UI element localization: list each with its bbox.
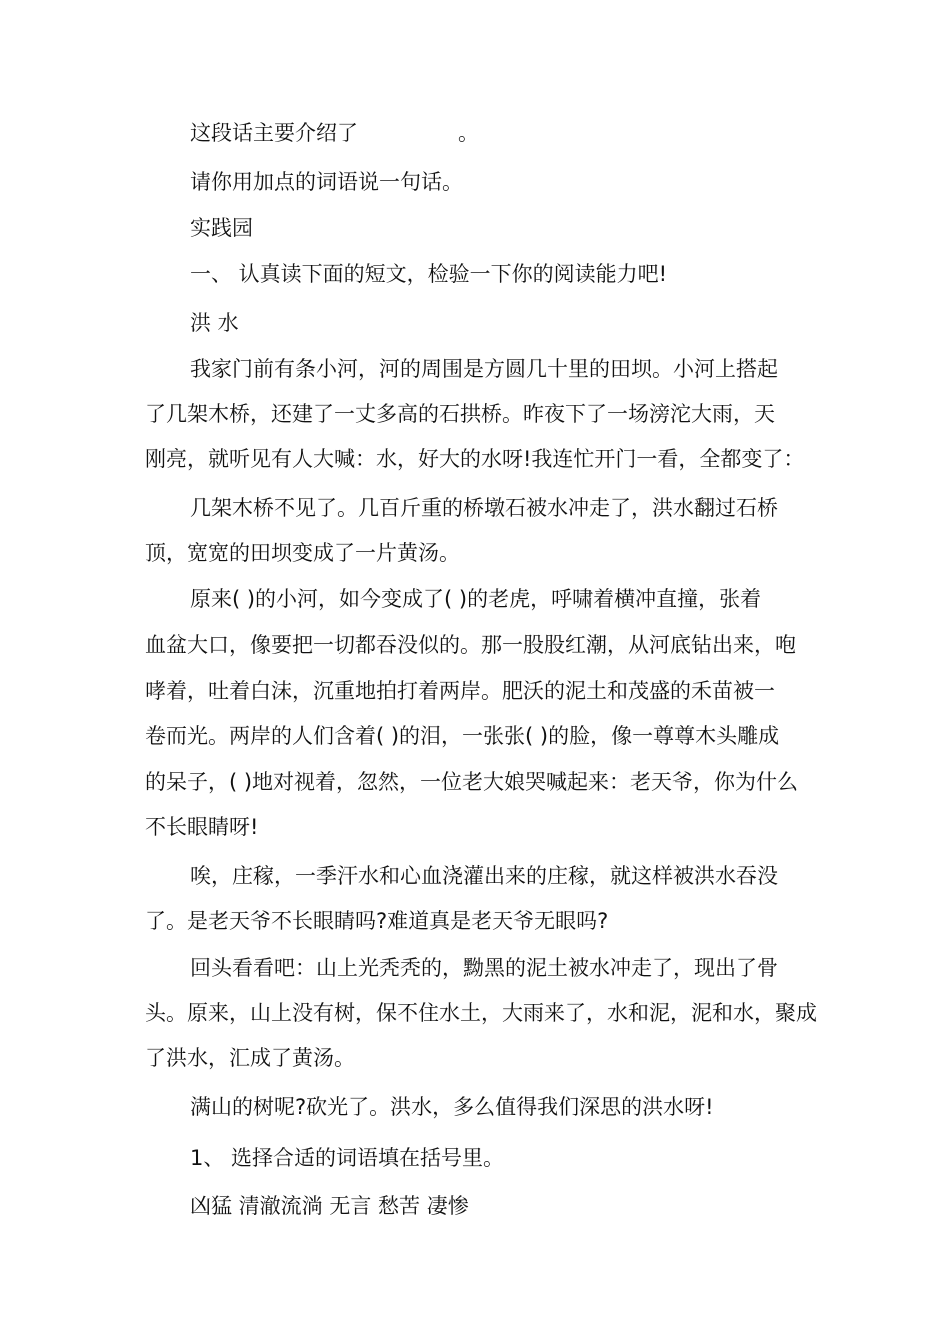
- paragraph-5-line-2: 头。原来，山上没有树，保不住水土，大雨来了，水和泥，泥和水，聚成: [145, 1001, 817, 1025]
- paragraph-3-line-4: 卷而光。两岸的人们含着( )的泪，一张张( )的脸，像一尊尊木头雕成: [145, 724, 780, 748]
- paragraph-3-line-2: 血盆大口，像要把一切都吞没似的。那一股股红潮，从河底钻出来，咆: [145, 633, 796, 657]
- paragraph-2-line-2: 顶，宽宽的田坝变成了一片黄汤。: [145, 541, 460, 565]
- paragraph-5-line-1: 回头看看吧：山上光秃秃的，黝黑的泥土被水冲走了，现出了骨: [190, 956, 778, 980]
- word-bank: 凶猛 清澈流淌 无言 愁苦 凄惨: [190, 1194, 469, 1218]
- paragraph-5-line-3: 了洪水，汇成了黄汤。: [145, 1046, 355, 1070]
- summary-prompt-end: 。: [458, 121, 479, 145]
- summary-prompt-text: 这段话主要介绍了: [190, 121, 358, 145]
- summary-prompt-line: [190, 118, 479, 148]
- paragraph-6-line-1: 满山的树呢?砍光了。洪水，多么值得我们深思的洪水呀!: [190, 1095, 714, 1119]
- paragraph-1-line-3: 刚亮，就听见有人大喊：水，好大的水呀!我连忙开门一看，全都变了：: [145, 447, 805, 471]
- paragraph-3-line-3: 哮着，吐着白沫，沉重地拍打着两岸。肥沃的泥土和茂盛的禾苗被一: [145, 679, 775, 703]
- paragraph-3-line-1: 原来( )的小河，如今变成了( )的老虎，呼啸着横冲直撞，张着: [190, 587, 762, 611]
- paragraph-1-line-1: 我家门前有条小河，河的周围是方圆几十里的田坝。小河上搭起: [190, 357, 778, 381]
- question-1: 1、 选择合适的词语填在括号里。: [190, 1146, 505, 1170]
- section-heading: 实践园: [190, 216, 253, 240]
- passage-title: 洪 水: [190, 311, 239, 335]
- paragraph-4-line-1: 唉，庄稼，一季汗水和心血浇灌出来的庄稼，就这样被洪水吞没: [190, 864, 778, 888]
- sentence-prompt: 请你用加点的词语说一句话。: [190, 170, 463, 194]
- paragraph-3-line-6: 不长眼睛呀!: [145, 815, 259, 839]
- paragraph-2-line-1: 几架木桥不见了。几百斤重的桥墩石被水冲走了，洪水翻过石桥: [190, 496, 778, 520]
- paragraph-3-line-5: 的呆子，( )地对视着，忽然，一位老大娘哭喊起来：老天爷，你为什么: [145, 770, 799, 794]
- exercise-instruction: 一、 认真读下面的短文，检验一下你的阅读能力吧!: [190, 262, 668, 286]
- paragraph-1-line-2: 了几架木桥，还建了一丈多高的石拱桥。昨夜下了一场滂沱大雨，天: [145, 402, 775, 426]
- paragraph-4-line-2: 了。是老天爷不长眼睛吗?难道真是老天爷无眼吗?: [145, 909, 609, 933]
